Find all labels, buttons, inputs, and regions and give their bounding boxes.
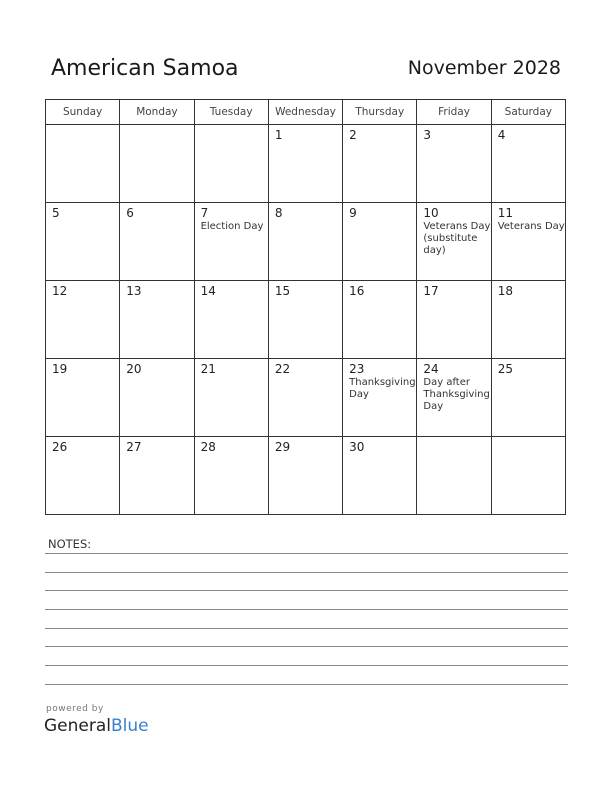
day-cell (46, 281, 120, 359)
day-cell (120, 203, 194, 281)
note-line (45, 646, 568, 647)
day-cell (194, 437, 268, 515)
day-cell (343, 437, 417, 515)
month-year-title: November 2028 (407, 57, 561, 79)
holiday-label: Thanksgiving Day (349, 377, 416, 400)
day-number: 1 (274, 128, 283, 142)
weekday-header: Friday (417, 100, 491, 125)
day-cell (343, 281, 417, 359)
day-number: 30 (349, 440, 365, 454)
day-number: 17 (423, 284, 439, 298)
location-title: American Samoa (51, 56, 239, 81)
day-number: 24 (423, 362, 439, 376)
week-row (46, 125, 566, 203)
day-cell (268, 281, 342, 359)
day-cell (417, 125, 491, 203)
day-number: 11 (497, 206, 513, 220)
day-number: 26 (52, 440, 68, 454)
week-row (46, 437, 566, 515)
day-cell (120, 281, 194, 359)
holiday-label: Veterans Day (497, 221, 565, 232)
day-cell (491, 359, 565, 437)
day-number: 15 (274, 284, 291, 298)
day-cell (491, 281, 565, 359)
day-cell (417, 281, 491, 359)
week-row (46, 281, 566, 359)
day-number: 6 (126, 206, 134, 220)
week-row (46, 203, 566, 281)
note-line (45, 609, 568, 610)
day-cell (268, 125, 342, 203)
day-number: 23 (349, 362, 365, 376)
day-cell (194, 359, 268, 437)
day-cell (194, 125, 268, 203)
day-cell (120, 359, 194, 437)
day-cell (268, 359, 342, 437)
day-cell (343, 203, 417, 281)
day-number: 14 (200, 284, 216, 298)
day-number: 8 (274, 206, 283, 220)
day-number: 20 (126, 362, 142, 376)
note-line (45, 684, 568, 685)
day-number: 4 (497, 128, 506, 142)
holiday-label: Day after Thanksgiving Day (423, 377, 490, 412)
note-line (45, 590, 568, 591)
day-number: 10 (423, 206, 439, 220)
day-cell (46, 203, 120, 281)
day-cell (46, 359, 120, 437)
day-number: 16 (349, 284, 365, 298)
day-cell (268, 437, 342, 515)
weekday-header-row (46, 100, 566, 125)
day-cell (343, 359, 417, 437)
day-number: 9 (349, 206, 357, 220)
brand-blue: Blue (111, 716, 149, 736)
day-number: 2 (349, 128, 357, 142)
day-cell (343, 125, 417, 203)
day-cell (417, 359, 491, 437)
day-number: 27 (126, 440, 142, 454)
week-row (46, 359, 566, 437)
day-cell (491, 437, 565, 515)
weekday-header: Wednesday (268, 100, 342, 125)
day-number: 19 (52, 362, 68, 376)
powered-by-text: powered by (46, 704, 104, 714)
note-line (45, 553, 568, 554)
day-number: 21 (200, 362, 216, 376)
weekday-header: Monday (120, 100, 194, 125)
day-cell (491, 125, 565, 203)
notes-label: NOTES: (48, 537, 92, 551)
holiday-label: Election Day (200, 221, 264, 232)
day-number: 25 (497, 362, 513, 376)
brand-general: General (44, 716, 111, 736)
generalblue-logo (44, 716, 149, 736)
day-number: 12 (52, 284, 68, 298)
note-line (45, 572, 568, 573)
day-number: 7 (200, 206, 209, 220)
weekday-header: Saturday (491, 100, 565, 125)
day-cell (194, 281, 268, 359)
note-line (45, 665, 568, 666)
day-cell (46, 125, 120, 203)
day-number: 5 (52, 206, 60, 220)
weekday-header: Sunday (46, 100, 120, 125)
day-cell (120, 125, 194, 203)
day-number: 3 (423, 128, 432, 142)
holiday-label: Veterans Day (substitute day) (423, 221, 491, 256)
day-number: 13 (126, 284, 142, 298)
note-line (45, 628, 568, 629)
weekday-header: Thursday (343, 100, 417, 125)
day-cell (268, 203, 342, 281)
day-number: 29 (274, 440, 291, 454)
calendar-grid (45, 99, 566, 515)
day-cell (417, 203, 491, 281)
day-cell (491, 203, 565, 281)
day-cell (120, 437, 194, 515)
day-number: 28 (200, 440, 216, 454)
day-cell (194, 203, 268, 281)
day-cell (417, 437, 491, 515)
day-number: 18 (497, 284, 513, 298)
day-cell (46, 437, 120, 515)
day-number: 22 (274, 362, 291, 376)
weekday-header: Tuesday (194, 100, 268, 125)
